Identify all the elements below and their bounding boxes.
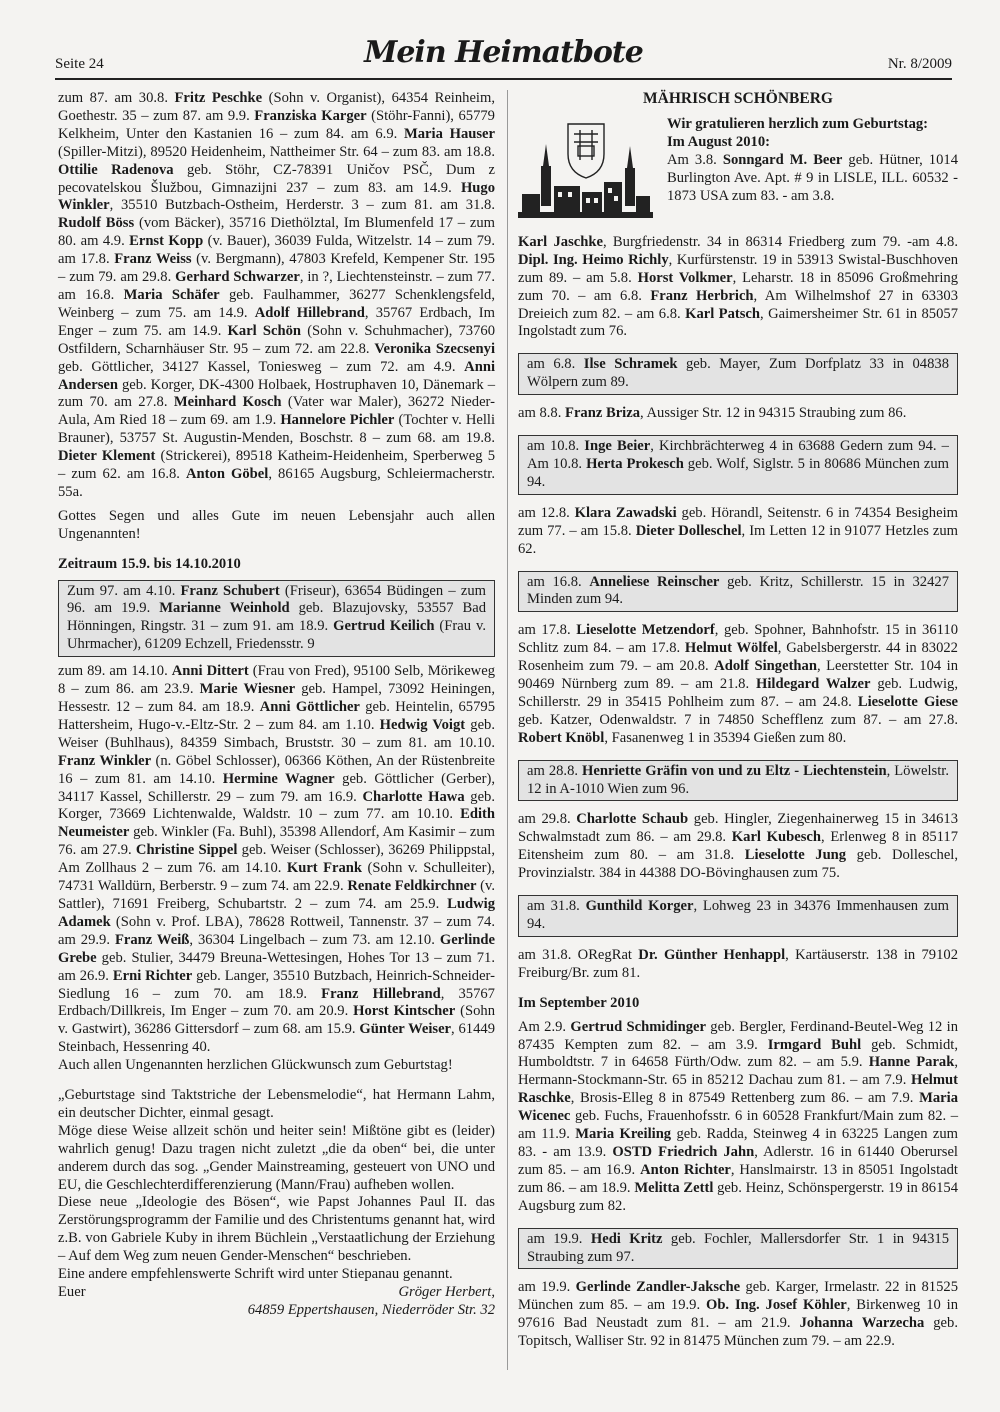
left-column xyxy=(58,90,495,1320)
entries-group-1: Karl Jaschke, Burgfriedenstr. 34 in 86314 Friedberg zum 79. -am 4.8. Dipl. Ing. Heimo Richly, Kurfürstenstr. 19 in 53913 Swistal-Buschhoven zum 89. – am 5.8. Horst Volkmer, Leharstr. 18 in 85096 Großmehring zum 70. – am 6.8. Franz Herbrich, Am Wilhelmshof 27 in 63303 Dreieich zum 82. – am 6.8. Karl Patsch, Gaimersheimer Str. 61 in 85057 Ingolstadt zum 76. xyxy=(518,233,958,340)
entries-group-7: Am 2.9. Gertrud Schmidinger geb. Bergler, Ferdinand-Beutel-Weg 12 in 87435 Kempten zum 82. – am 3.9. Irmgard Buhl geb. Schmidt, Humboldtstr. 7 in 64658 Fürth/Odw. zum 82. – am 5.9. Hanne Parak, Hermann-Stockmann-Str. 65 in 85212 Dachau zum 81. – am 7.9. Helmut Raschke, Brosis-Elleg 8 in 87549 Rettenberg zum 86. – am 7.9. Maria Wicenec geb. Fuchs, Frauenhofsstr. 6 in 60528 Frankfurt/Main zum 82. – am 11.9. Maria Kreiling geb. Radda, Steinweg 4 in 63225 Langen zum 83. - am 13.9. OSTD Friedrich Jahn, Adlerstr. 16 in 61440 Oberursel zum 85. – am 16.9. Anton Richter, Hanslmairstr. 13 in 85051 Ingolstadt zum 86. – am 18.9. Melitta Zettl geb. Heinz, Schönspergerstr. 19 in 86154 Augsburg zum 82. xyxy=(518,1018,959,1214)
highlight-box-6: am 19.9. Hedi Kritz geb. Fochler, Mallersdorfer Str. 1 in 94315 Straubing zum 97. xyxy=(518,1228,958,1270)
entries-group-6: am 31.8. ORegRat Dr. Günther Henhappl, Kartäuserstr. 138 in 79102 Freiburg/Br. zum 81. xyxy=(518,946,958,981)
closing-word: Euer xyxy=(58,1284,86,1300)
issue-number: Nr. 8/2009 xyxy=(887,56,952,72)
highlight-box-3: am 16.8. Anneliese Reinscher geb. Kritz, Schillerstr. 15 in 32427 Minden zum 94. xyxy=(518,571,958,613)
page-header xyxy=(55,30,952,80)
region-title: MÄHRISCH SCHÖNBERG xyxy=(643,90,833,107)
intro-block xyxy=(518,116,958,234)
quote-paragraph-1: „Geburtstage sind Taktstriche der Lebensmelodie“, hat Hermann Lahm, ein deutscher Dichter, einmal gesagt. xyxy=(58,1087,495,1121)
quote-paragraph-2: Möge diese Weise allzeit schön und heiter sein! Mißtöne gibt es (leider) wahrlich genug! Dazu tragen nicht zuletzt „die da oben“ bei, die unter anderem durch das sog. „Gender Mainstreaming, gesteuert von UNO und EU, die Geschlechterdifferenzierung (Mann/Frau) aufheben wollen. xyxy=(58,1122,495,1193)
signature-address: 64859 Eppertshausen, Niederröder Str. 32 xyxy=(247,1301,495,1318)
signature-name: Gröger Herbert, xyxy=(398,1284,495,1300)
entries-group-4: am 17.8. Lieselotte Metzendorf, geb. Spohner, Bahnhofstr. 15 in 36110 Schlitz zum 84. – am 17.8. Helmut Wölfel, Gabelsbergerstr. 44 in 83022 Rosenheim zum 79. – am 20.8. Adolf Singethan, Leerstetter Str. 104 in 90469 Nürnberg zum 89. – am 21.8. Hildegard Walzer geb. Ludwig, Schillerstr. 29 in 35415 Pohlheim zum 87. – am 24.8. Lieselotte Giese geb. Katzer, Odenwaldstr. 7 in 74850 Schefflenz zum 87. – am 27.8. Robert Knöbl, Fasanenweg 1 in 35394 Gießen zum 80. xyxy=(518,622,958,746)
entries-group-5: am 29.8. Charlotte Schaub geb. Hingler, Ziegenhainerweg 15 in 34613 Schwalmstadt zum 86. – am 29.8. Karl Kubesch, Erlenweg 8 in 85117 Eitensheim zum 80. – am 31.8. Lieselotte Jung geb. Dolleschel, Provinzialstr. 384 in 44388 DO-Bövinghausen zum 75. xyxy=(518,811,959,882)
highlight-box-2: am 10.8. Inge Beier, Kirchbrächterweg 4 in 63688 Gedern zum 94. – Am 10.8. Herta Prokesch geb. Wolf, Siglstr. 5 in 80686 München zum 94. xyxy=(518,435,958,495)
highlight-box-4: am 28.8. Henriette Gräfin von und zu Eltz - Liechtenstein, Löwelstr. 12 in A-1010 Wien zum 96. xyxy=(518,760,958,802)
right-column xyxy=(518,90,958,1351)
entries-group-2: am 8.8. Franz Briza, Aussiger Str. 12 in 94315 Straubing zum 86. xyxy=(518,405,907,422)
greeting-heading: Wir gratulieren herzlich zum Geburtstag: xyxy=(667,115,929,132)
intro-text xyxy=(667,116,958,234)
entries-group-3: am 12.8. Klara Zawadski geb. Hörandl, Seitenstr. 6 in 74354 Besigheim zum 77. – am 15.8. Dieter Dolleschel, Im Letten 12 in 91077 Hetzles zum 62. xyxy=(518,504,958,557)
closing-line xyxy=(58,1284,495,1302)
birthday-list-august: zum 87. am 30.8. Fritz Peschke (Sohn v. Organist), 64354 Reinheim, Goethestr. 35 – zum 87. am 9.9. Franziska Karger (Stöhr-Fanni), 65779 Kelkheim, Unter den Kastanien 16 – zum 84. am 6.9. Maria Hauser (Spiller-Mitzi), 89520 Heidenheim, Nattheimer Str. 64 – zum 83. am 18.8. Ottilie Radenova geb. Stöhr, CZ-78391 Uničov PSČ, Dum z pecovatelskou Šlužbou, Gimnazijni 237 – zum 83. am 14.9. Hugo Winkler, 35510 Butzbach-Ostheim, Herderstr. 3 – zum 81. am 31.8. Rudolf Böss (vom Bäcker), 35716 Diethölztal, Im Blumenfeld 17 – zum 80. am 4.9. Ernst Kopp (v. Bauer), 36039 Fulda, Witzelstr. 14 – zum 79. am 17.8. Franz Weiss (v. Bergmann), 47803 Krefeld, Kempener Str. 195 – zum 79. am 29.8. Gerhard Schwarzer, in ?, Liechtensteinstr. – zum 77. am 16.8. Maria Schäfer geb. Faulhammer, 36277 Schenklengsfeld, Weinberg – zum 75. am 14.9. Adolf Hillebrand, 35767 Erdbach, Im Enger – zum 75. am 14.9. Karl Schön (Sohn v. Schuhmacher), 73760 Ostfildern, Scharnhäuser Str. 95 – zum 72. am 22.8. Veronika Szecsenyi geb. Göttlicher, 34127 Kassel, Toniesweg – zum 72. am 4.9. Anni Andersen geb. Korger, DK-4300 Holbaek, Hostruphaven 10, Dänemark – zum 70. am 27.8. Meinhard Kosch (Vater war Maler), 36272 Nieder-Aula, Am Ried 18 – zum 69. am 1.9. Hannelore Pichler (Tochter v. Helli Brauner), 53757 St. Augustin-Menden, Boschstr. 8 – zum 68. am 19.8. Dieter Klement (Strickerei), 89518 Katheim-Heidenheim, Sperberweg 5 – zum 62. am 16.8. Anton Göbel, 86165 Augsburg, Schleiermacherstr. 55a. xyxy=(58,90,496,500)
highlight-box-oldest: Zum 97. am 4.10. Franz Schubert (Friseur), 63654 Büdingen – zum 96. am 19.9. Marianne Weinhold geb. Blazujovsky, 53557 Bad Hönningen, Ringstr. 31 – zum 91. am 18.9. Gertrud Keilich (Frau v. Uhrmacher), 61209 Echzell, Friedensstr. 9 xyxy=(58,580,495,658)
month-heading-september: Im September 2010 xyxy=(518,994,640,1011)
quote-paragraph-4: Eine andere empfehlenswerte Schrift wird unter Stiepanau genannt. xyxy=(58,1266,453,1283)
section-heading-period: Zeitraum 15.9. bis 14.10.2010 xyxy=(58,555,241,572)
congratulation-text: Auch allen Ungenannten herzlichen Glückwunsch zum Geburtstag! xyxy=(58,1057,453,1074)
highlight-box-1: am 6.8. Ilse Schramek geb. Mayer, Zum Dorfplatz 33 in 04838 Wölpern zum 89. xyxy=(518,353,958,395)
masthead-logo: Mein Heimatbote xyxy=(364,35,643,70)
quote-paragraph-3: Diese neue „Ideologie des Bösen“, wie Papst Johannes Paul II. das Zerstörungsprogramm der Familie und des Christentums genannt hat, wird z.B. von Gabriele Kuby in ihrem Büchlein „Verstaatlichung der Erziehung – Auf dem Weg zum neuen Gender-Menschen“ beschrieben. xyxy=(58,1194,495,1265)
town-skyline-crest-icon xyxy=(518,116,653,234)
blessing-text: Gottes Segen und alles Gute im neuen Lebensjahr auch allen Ungenannten! xyxy=(58,507,495,542)
intro-entries: Am 3.8. Sonngard M. Beer geb. Hütner, 1014 Burlington Ave. Apt. # 9 in LISLE, ILL. 60532 - 1873 USA zum 83. - am 3.8. xyxy=(667,151,958,204)
birthday-list-period: zum 89. am 14.10. Anni Dittert (Frau von Fred), 95100 Selb, Mörikeweg 8 – zum 86. am 23.9. Marie Wiesner geb. Hampel, 73092 Heiningen, Hessestr. 12 – zum 84. am 18.9. Anni Göttlicher geb. Heintelin, 65795 Hattersheim, Hugo-v.-Eltz-Str. 2 – zum 84. am 1.10. Hedwig Voigt geb. Weiser (Buhlhaus), 84359 Simbach, Bruststr. 30 – zum 81. am 10.10. Franz Winkler (n. Göbel Schlosser), 06366 Köthen, An der Rüstenbreite 16 – zum 81. am 14.10. Hermine Wagner geb. Göttlicher (Gerber), 34117 Kassel, Schillerstr. 29 – zum 79. am 16.9. Charlotte Hawa geb. Korger, 73669 Lichtenwalde, Waldstr. 10 – zum 77. am 10.10. Edith Neumeister geb. Winkler (Fa. Buhl), 35398 Allendorf, Am Kasimir – zum 76. am 27.9. Christine Sippel geb. Weiser (Schlosser), 36269 Philippstal, Am Zollhaus 2 – zum 76. am 14.10. Kurt Frank (Sohn v. Schulleiter), 74731 Walldürn, Berberstr. 9 – zum 74. am 22.9. Renate Feldkirchner (v. Sattler), 71691 Freiberg, Schubartstr. 2 – zum 74. am 25.9. Ludwig Adamek (Sohn v. Prof. LBA), 78628 Rottweil, Tannenstr. 37 – zum 74. am 29.9. Franz Weiß, 36304 Lingelbach – zum 73. am 12.10. Gerlinde Grebe geb. Stulier, 34479 Breuna-Wettesingen, Hohes Tor 13 – zum 71. am 26.9. Erni Richter geb. Langer, 35510 Butzbach, Heinrich-Schneider-Siedlung 16 – zum 70. am 18.9. Franz Hillebrand, 35767 Erdbach/Dillkreis, Im Enger – zum 70. am 20.9. Horst Kintscher (Sohn v. Gastwirt), 36286 Gittersdorf – zum 68. am 15.9. Günter Weiser, 61449 Steinbach, Hessenring 40. xyxy=(58,663,496,1056)
entries-group-8: am 19.9. Gerlinde Zandler-Jaksche geb. Karger, Irmelastr. 22 in 81525 München zum 85. – am 19.9. Ob. Ing. Josef Köhler, Birkenweg 10 in 97616 Bad Neustadt zum 81. – am 21.9. Johanna Warzecha geb. Topitsch, Walliser Str. 92 in 81475 München zum 79. – am 22.9. xyxy=(518,1279,959,1350)
month-heading-august: Im August 2010: xyxy=(667,133,770,150)
page-number: Seite 24 xyxy=(55,56,104,72)
column-divider xyxy=(507,90,508,1370)
highlight-box-5: am 31.8. Gunthild Korger, Lohweg 23 in 34376 Immenhausen zum 94. xyxy=(518,895,958,937)
